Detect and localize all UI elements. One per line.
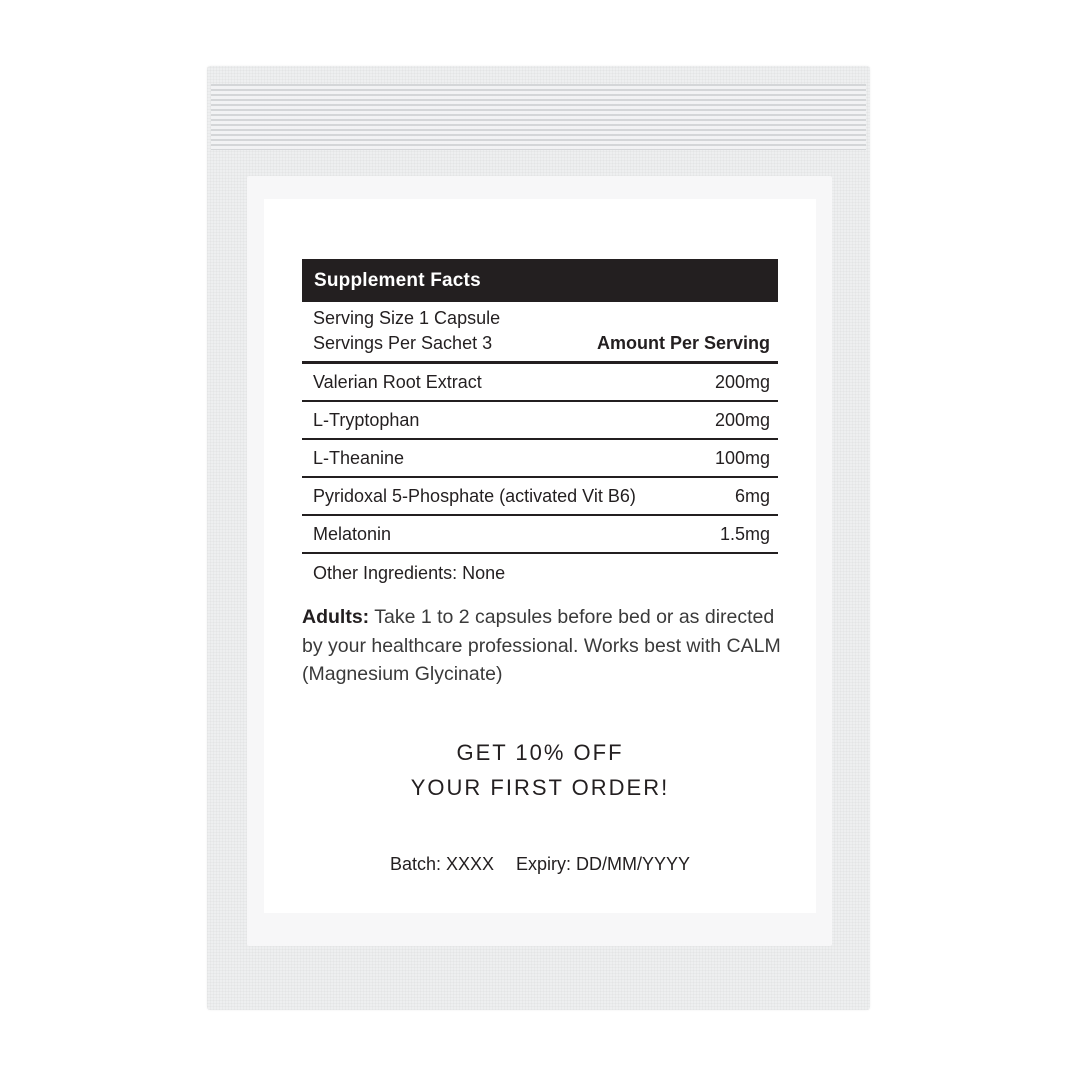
ingredient-name: L-Theanine xyxy=(313,448,405,468)
ingredient-row xyxy=(302,440,778,478)
promo-line-2: YOUR FIRST ORDER! xyxy=(410,775,670,800)
ingredient-name: Pyridoxal 5-Phosphate (activated Vit B6) xyxy=(313,486,636,506)
batch-expiry-line xyxy=(264,854,816,875)
ingredient-amount: 1.5mg xyxy=(719,524,770,544)
zip-seal xyxy=(211,84,866,150)
servings-per-sachet: Servings Per Sachet 3 xyxy=(313,333,493,353)
serving-size: Serving Size 1 Capsule xyxy=(313,308,501,328)
ingredient-amount: 100mg xyxy=(714,448,770,468)
directions-label: Adults: xyxy=(302,606,370,628)
ingredient-name: Valerian Root Extract xyxy=(313,372,482,392)
promo-line-1: GET 10% OFF xyxy=(456,740,624,765)
amount-per-serving-header: Amount Per Serving xyxy=(596,333,770,353)
directions-text xyxy=(302,603,787,689)
batch-number: Batch: XXXX xyxy=(389,854,495,874)
ingredient-row xyxy=(302,364,778,402)
facts-header: Supplement Facts xyxy=(302,259,778,302)
product-label xyxy=(264,199,816,913)
ingredient-row xyxy=(302,516,778,554)
directions-body: Take 1 to 2 capsules before bed or as directed by your healthcare professional. Works best with CALM (Magnesium Glycinate) xyxy=(302,606,781,685)
ingredient-amount: 6mg xyxy=(734,486,770,506)
serving-info xyxy=(302,302,778,364)
ingredient-name: Melatonin xyxy=(313,524,392,544)
ingredient-row xyxy=(302,402,778,440)
supplement-facts-panel xyxy=(302,259,778,586)
expiry-date: Expiry: DD/MM/YYYY xyxy=(516,854,691,874)
ingredient-amount: 200mg xyxy=(714,410,770,430)
ingredient-name: L-Tryptophan xyxy=(313,410,420,430)
ingredient-row xyxy=(302,478,778,516)
other-ingredients: Other Ingredients: None xyxy=(313,563,506,583)
ingredient-amount: 200mg xyxy=(714,372,770,392)
